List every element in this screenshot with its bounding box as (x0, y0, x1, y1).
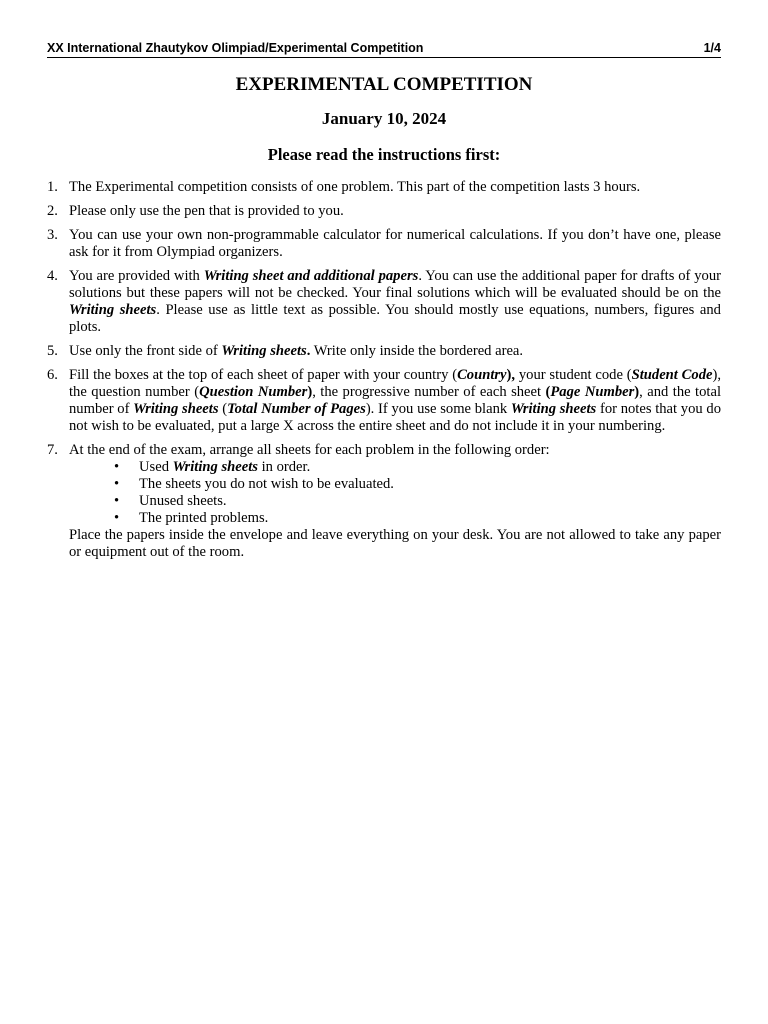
sheet-order-list (69, 459, 721, 527)
header-title: XX International Zhautykov Olimpiad/Experimental Competition (47, 41, 424, 55)
text-run: your student code ( (515, 367, 632, 383)
text-run: Used (139, 459, 173, 475)
text-run: Writing sheets (133, 401, 219, 417)
text-run: ). If you use some blank (365, 401, 511, 417)
item-text (69, 343, 721, 360)
closing-note: Place the papers inside the envelope and leave everything on your desk. You are not allowed to take any paper or equipment out of the room. (69, 527, 721, 560)
instructions-list (47, 179, 721, 561)
text-run: Writing sheets (172, 459, 258, 475)
instruction-item (47, 367, 721, 435)
instructions-heading: Please read the instructions first: (267, 145, 501, 164)
text-run: Fill the boxes at the top of each sheet of paper with your country ( (69, 367, 458, 383)
text-run: The sheets you do not wish to be evaluated. (139, 476, 394, 492)
bullet-item (69, 459, 721, 476)
text-run: Please only use the pen that is provided to you. (69, 203, 344, 219)
item-text (69, 268, 721, 336)
item-text (69, 367, 721, 435)
item-number: 6. (47, 367, 58, 383)
text-run: The Experimental competition consists of one problem. This part of the competition lasts 3 hours. (69, 179, 641, 195)
text-run: Student Code (631, 367, 713, 383)
bullet-icon: • (114, 476, 120, 492)
item-text (69, 227, 721, 261)
text-run: ( (218, 401, 228, 417)
page-title: EXPERIMENTAL COMPETITION (235, 74, 533, 95)
text-run: . You can use the additional paper for drafts of your solutions but these papers will not be checked. Your final solutions which will be evaluated should be on the (69, 268, 722, 301)
text-run: , and the total number of (69, 384, 721, 417)
text-run: ), (506, 367, 516, 383)
item-text (69, 442, 721, 459)
text-run: Country (457, 367, 507, 383)
item-number: 3. (47, 227, 58, 243)
text-run: Total Number of Pages (227, 401, 366, 417)
text-run: . Please use as little text as possible. You should mostly use equations, numbers, figures and plots. (69, 302, 721, 335)
text-run: ) (634, 384, 640, 400)
page-header (47, 41, 721, 58)
bullet-icon: • (114, 510, 120, 526)
text-run: At the end of the exam, arrange all sheets for each problem in the following order: (69, 442, 550, 458)
item-number: 5. (47, 343, 58, 359)
text-run: Page Number (550, 384, 635, 400)
instruction-item (47, 343, 721, 360)
text-run: Question Number (199, 384, 308, 400)
text-run: Unused sheets. (139, 493, 227, 509)
text-run: Writing sheets (221, 343, 307, 359)
instruction-item (47, 268, 721, 336)
bullet-icon: • (114, 459, 120, 475)
item-number: 7. (47, 442, 58, 458)
item-text (69, 179, 721, 196)
bullet-icon: • (114, 493, 120, 509)
competition-date: January 10, 2024 (321, 109, 447, 128)
instruction-item (47, 442, 721, 561)
instruction-item (47, 227, 721, 261)
item-number: 4. (47, 268, 58, 284)
bullet-item (69, 476, 721, 493)
text-run: ), the question number ( (69, 367, 721, 400)
text-run: for notes that you do not wish to be evaluated, put a large X across the entire sheet and do not include it in your numbering. (69, 401, 721, 434)
item-number: 2. (47, 203, 58, 219)
text-run: in order. (257, 459, 311, 475)
text-run: The printed problems. (139, 510, 269, 526)
page-number: 1/4 (703, 41, 721, 55)
text-run: You are provided with (69, 268, 204, 284)
bullet-item (69, 493, 721, 510)
item-text (69, 203, 721, 220)
text-run: . (306, 343, 311, 359)
bullet-item (69, 510, 721, 527)
text-run: Write only inside the bordered area. (310, 343, 524, 359)
text-run: Use only the front side of (69, 343, 222, 359)
text-run: ( (545, 384, 551, 400)
text-run: ) (307, 384, 313, 400)
text-run: Writing sheet and additional papers (203, 268, 419, 284)
item-number: 1. (47, 179, 58, 195)
text-run: Writing sheets (510, 401, 597, 417)
instruction-item (47, 203, 721, 220)
instruction-item (47, 179, 721, 196)
text-run: , the progressive number of each sheet (312, 384, 546, 400)
text-run: You can use your own non-programmable calculator for numerical calculations. If you don’t have one, please ask for it from Olympiad organizers. (69, 227, 721, 260)
text-run: Writing sheets (69, 302, 157, 318)
